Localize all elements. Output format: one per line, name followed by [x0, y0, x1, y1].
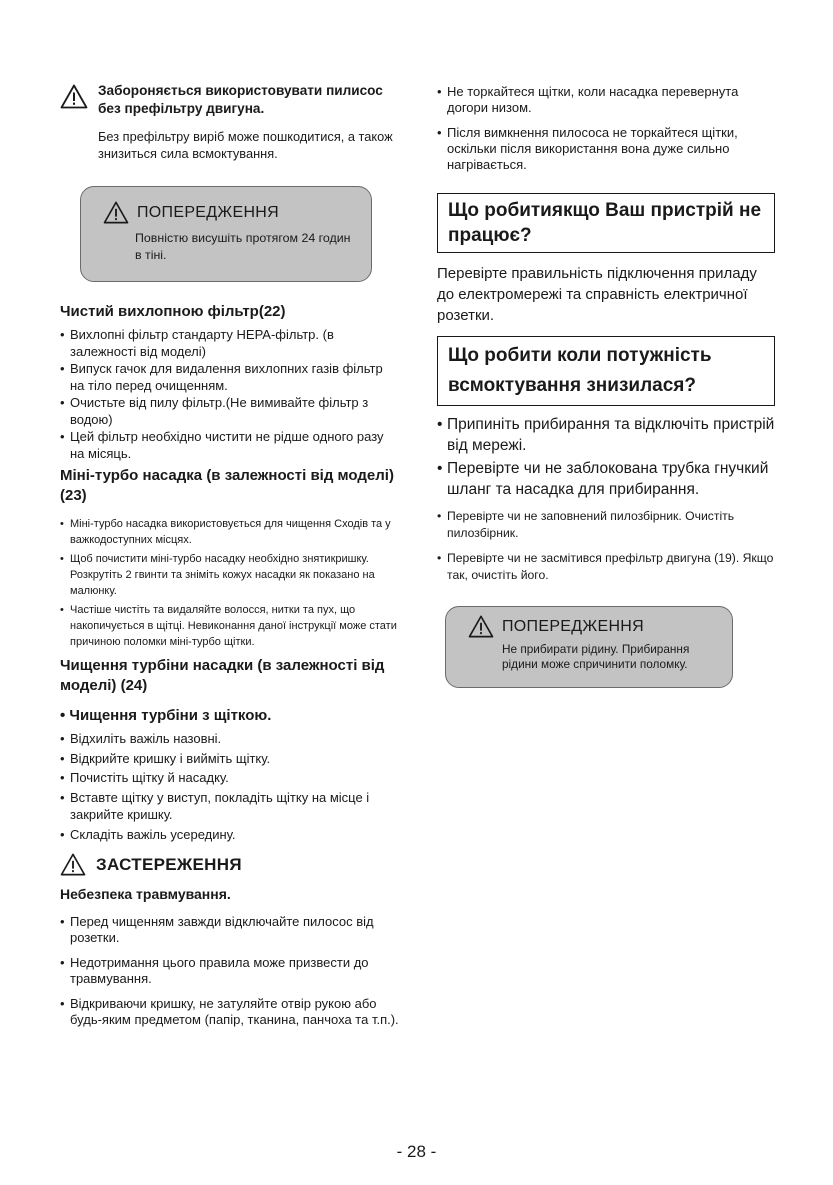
suction-title: Що робити коли потужність всмоктування знизилася? [437, 336, 775, 406]
not-working-title: Що робитиякщо Ваш пристрій не працює? [437, 193, 775, 253]
warning-triangle-icon [60, 84, 88, 162]
right-column [437, 80, 777, 688]
list-item: • Вихлопні фільтр стандарту HEPA-фільтр. (в залежності від моделі) [60, 326, 400, 360]
list-item: • Перевірте чи не засмітився префільтр двигуна (19). Якщо так, очистіть його. [437, 550, 777, 584]
caution-list [60, 914, 400, 1028]
right-top-list [437, 84, 777, 173]
top-warning [60, 82, 400, 162]
mini-turbo-title: Міні-турбо насадка (в залежності від моделі) (23) [60, 467, 394, 504]
mini-turbo-list [60, 516, 400, 650]
warning-box-title: ПОПЕРЕДЖЕННЯ [137, 203, 280, 221]
list-item: • Перевірте чи не заблокована трубка гнучкий шланг та насадка для прибирання. [437, 458, 777, 500]
page-number: - 28 - [396, 1142, 437, 1161]
warning-triangle-icon [103, 201, 129, 224]
exhaust-filter-title: Чистий вихлопною фільтр(22) [60, 303, 286, 320]
list-item: • Не торкайтеся щітки, коли насадка перевернута догори низом. [437, 84, 777, 116]
list-item: • Перевірте чи не заповнений пилозбірник. Очистіть пилозбірник. [437, 508, 777, 542]
turbine-cleaning-title: Чищення турбіни насадки (в залежності від моделі) (24) [60, 657, 385, 694]
warning-box-title: ПОПЕРЕДЖЕННЯ [502, 617, 645, 635]
top-warning-text: Без префільтру виріб може пошкодитися, а також знизиться сила всмоктування. [98, 129, 393, 161]
list-item: • Недотримання цього правила може призвести до травмування. [60, 955, 400, 987]
list-item: • Частіше чистіть та видаляйте волосся, нитки та пух, що накопичується в щітці. Невиконання даної інструкції може стати причиною поломки міні-турбо щітки. [60, 602, 400, 650]
turbine-cleaning-subtitle: • Чищення турбіни з щіткою. [60, 706, 400, 726]
list-item: • Почистіть щітку й насадку. [60, 769, 400, 787]
list-item: • Складіть важіль усередину. [60, 826, 400, 844]
warning-box-text: Не прибирати рідину. Прибирання рідини може спричинити поломку. [502, 642, 690, 671]
list-item: • Очистьте від пилу фільтр.(Не вимивайте фільтр з водою) [60, 394, 400, 428]
list-item: • Міні-турбо насадка використовується для чищення Сходів та у важкодоступних місцях. [60, 516, 400, 548]
list-item: • Вставте щітку у виступ, покладіть щітку на місце і закрийте кришку. [60, 789, 400, 824]
turbine-cleaning-list [60, 730, 400, 843]
list-item: • Відхиліть важіль назовні. [60, 730, 400, 748]
warning-triangle-icon [60, 853, 86, 876]
list-item: • Випуск гачок для видалення вихлопних газів фільтр на тіло перед очищенням. [60, 360, 400, 394]
list-item: • Припиніть прибирання та відключіть пристрій від мережі. [437, 414, 777, 456]
warning-triangle-icon [468, 615, 494, 638]
caution-subtitle: Небезпека травмування. [60, 886, 231, 902]
caution-title: ЗАСТЕРЕЖЕННЯ [96, 854, 242, 874]
caution-header [60, 853, 400, 876]
list-item: • Відкриваючи кришку, не затуляйте отвір рукою або будь-яким предметом (папір, тканина, панчоха та т.п.). [60, 996, 400, 1028]
list-item: • Цей фільтр необхідно чистити не рідше одного разу на місяць. [60, 428, 400, 462]
list-item: • Перед чищенням завжди відключайте пилосос від розетки. [60, 914, 400, 946]
not-working-text: Перевірте правильність підключення приладу до електромережі та справність електричної розетки. [437, 265, 757, 324]
list-item: • Відкрийте кришку і вийміть щітку. [60, 750, 400, 768]
left-column [60, 80, 400, 1037]
warning-box [80, 186, 372, 282]
exhaust-filter-list [60, 326, 400, 462]
warning-box [445, 606, 733, 688]
list-item: • Після вимкнення пилососа не торкайтеся щітки, оскільки після використання вона дуже сильно нагрівається. [437, 125, 777, 173]
warning-box-text: Повністю висушіть протягом 24 годин в тіні. [135, 231, 351, 262]
top-warning-title: Забороняється використовувати пилисос без префільтру двигуна. [98, 83, 383, 116]
suction-list [437, 414, 777, 584]
list-item: • Щоб почистити міні-турбо насадку необхідно знятикришку. Розкрутіть 2 гвинти та зніміть кожух насадки як показано на малюнку. [60, 551, 400, 599]
